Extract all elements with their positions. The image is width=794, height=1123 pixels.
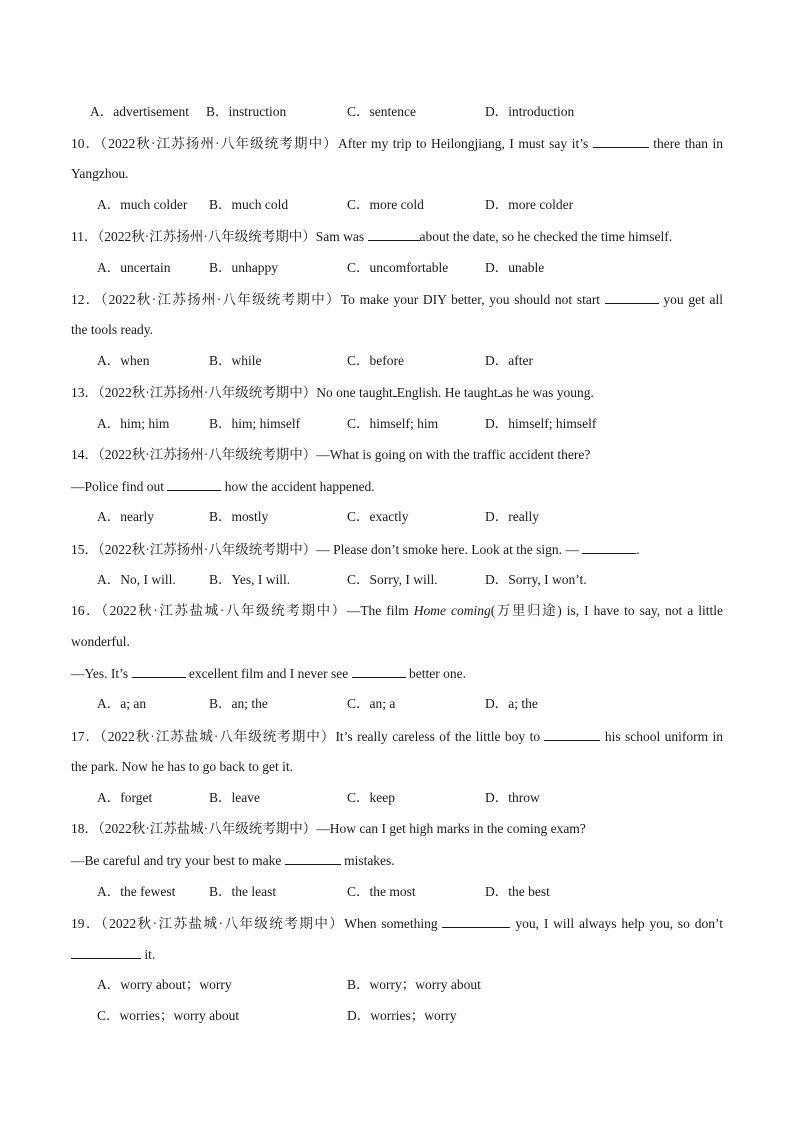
q19-option-a[interactable]: A．worry about；worry [97, 977, 232, 992]
question-source: （2022秋·江苏扬州·八年级统考期中） [98, 447, 317, 462]
q16-stem-cont: wonderful. [71, 634, 130, 649]
q16-option-d[interactable]: D．a; the [485, 696, 538, 711]
answer-blank[interactable] [132, 664, 186, 678]
question-number: 18． [71, 821, 98, 836]
q14-stem: 14．（2022秋·江苏扬州·八年级统考期中）—What is going on with the traffic accident there? [71, 447, 591, 462]
q16-option-b[interactable]: B．an; the [209, 696, 268, 711]
question-number: 12． [71, 292, 101, 307]
q19-stem: 19．（2022秋·江苏盐城·八年级统考期中）When something you, I will always help you, so don’t [71, 916, 724, 931]
question-number: 16． [71, 603, 102, 618]
q12-stem-cont: the tools ready. [71, 322, 153, 337]
q18-option-d[interactable]: D．the best [485, 884, 550, 899]
answer-blank[interactable] [352, 664, 406, 678]
answer-blank[interactable] [368, 227, 420, 241]
q11-option-d[interactable]: D．unable [485, 260, 545, 275]
q19-option-c[interactable]: C．worries；worry about [97, 1008, 240, 1023]
q14-option-c[interactable]: C．exactly [347, 509, 409, 524]
q16-option-a[interactable]: A．a; an [97, 696, 147, 711]
q9-option-b[interactable]: B．instruction [206, 104, 287, 119]
q12-option-b[interactable]: B．while [209, 353, 262, 368]
q13-option-c[interactable]: C．himself; him [347, 416, 439, 431]
question-number: 14． [71, 447, 98, 462]
q17-stem-cont: the park. Now he has to go back to get it. [71, 759, 293, 774]
question-number: 13． [71, 385, 98, 400]
q11-stem: 11．（2022秋·江苏扬州·八年级统考期中）Sam was about the date, so he checked the time himself. [71, 229, 673, 244]
q11-option-c[interactable]: C．uncomfortable [347, 260, 449, 275]
answer-blank[interactable] [442, 914, 510, 928]
q14-option-a[interactable]: A．nearly [97, 509, 154, 524]
q10-stem: 10．（2022秋·江苏扬州·八年级统考期中）After my trip to Heilongjiang, I must say it’s there than in [71, 136, 724, 151]
q13-option-a[interactable]: A．him; him [97, 416, 170, 431]
q10-option-a[interactable]: A．much colder [97, 197, 188, 212]
q10-option-b[interactable]: B．much cold [209, 197, 289, 212]
answer-blank[interactable] [544, 727, 600, 741]
q10-stem-cont: Yangzhou. [71, 166, 129, 181]
question-number: 17． [71, 729, 101, 744]
question-source: （2022秋·江苏扬州·八年级统考期中） [98, 542, 317, 557]
q17-option-d[interactable]: D．throw [485, 790, 540, 805]
q16-stem: 16．（2022秋·江苏盐城·八年级统考期中）—The film Home coming(万里归途) is, I have to say, not a little [71, 603, 724, 618]
answer-blank[interactable] [167, 477, 221, 491]
question-number: 11． [71, 229, 98, 244]
q18-stem: 18．（2022秋·江苏盐城·八年级统考期中）—How can I get high marks in the coming exam? [71, 821, 586, 836]
answer-blank[interactable] [285, 851, 341, 865]
q18-stem-cont: —Be careful and try your best to make mistakes. [71, 853, 395, 868]
q17-option-a[interactable]: A．forget [97, 790, 153, 805]
q15-option-d[interactable]: D．Sorry, I won’t. [485, 572, 587, 587]
q16-option-c[interactable]: C．an; a [347, 696, 396, 711]
q13-option-b[interactable]: B．him; himself [209, 416, 301, 431]
q15-option-a[interactable]: A．No, I will. [97, 572, 176, 587]
q17-option-b[interactable]: B．leave [209, 790, 260, 805]
question-source: （2022秋·江苏盐城·八年级统考期中） [101, 603, 347, 618]
question-number: 10． [71, 136, 101, 151]
q15-stem: 15．（2022秋·江苏扬州·八年级统考期中）— Please don’t smoke here. Look at the sign. — . [71, 542, 640, 557]
q9-option-d[interactable]: D．introduction [485, 104, 575, 119]
q14-stem-cont: —Police find out how the accident happened. [71, 479, 375, 494]
answer-blank[interactable] [582, 540, 636, 554]
q10-option-d[interactable]: D．more colder [485, 197, 574, 212]
q12-option-c[interactable]: C．before [347, 353, 404, 368]
q13-option-d[interactable]: D．himself; himself [485, 416, 597, 431]
q9-option-a[interactable]: A．advertisement [90, 104, 189, 119]
q17-option-c[interactable]: C．keep [347, 790, 395, 805]
question-source: （2022秋·江苏扬州·八年级统考期中） [100, 136, 338, 151]
q19-option-d[interactable]: D．worries；worry [347, 1008, 457, 1023]
q17-stem: 17．（2022秋·江苏盐城·八年级统考期中）It’s really careless of the little boy to his school uniform in [71, 729, 724, 744]
q18-option-c[interactable]: C．the most [347, 884, 416, 899]
q9-option-c[interactable]: C．sentence [347, 104, 416, 119]
question-source: （2022秋·江苏盐城·八年级统考期中） [98, 821, 317, 836]
q18-option-a[interactable]: A．the fewest [97, 884, 176, 899]
answer-blank[interactable] [71, 945, 141, 959]
question-source: （2022秋·江苏扬州·八年级统考期中） [98, 385, 317, 400]
question-source: （2022秋·江苏扬州·八年级统考期中） [100, 292, 341, 307]
question-source: （2022秋·江苏扬州·八年级统考期中） [97, 229, 316, 244]
q12-option-a[interactable]: A．when [97, 353, 150, 368]
question-source: （2022秋·江苏盐城·八年级统考期中） [100, 916, 345, 931]
q14-option-d[interactable]: D．really [485, 509, 539, 524]
q12-option-d[interactable]: D．after [485, 353, 533, 368]
q10-option-c[interactable]: C．more cold [347, 197, 424, 212]
film-title: Home coming [413, 603, 491, 618]
q13-stem: 13．（2022秋·江苏扬州·八年级统考期中）No one taught English. He taught as he was young. [71, 385, 594, 400]
q11-option-b[interactable]: B．unhappy [209, 260, 278, 275]
q12-stem: 12．（2022秋·江苏扬州·八年级统考期中）To make your DIY better, you should not start you get all [71, 292, 723, 307]
q19-option-b[interactable]: B．worry；worry about [347, 977, 481, 992]
question-number: 15． [71, 542, 98, 557]
answer-blank[interactable] [593, 134, 649, 148]
q11-option-a[interactable]: A．uncertain [97, 260, 171, 275]
q16-dialogue: —Yes. It’s excellent film and I never see better one. [71, 666, 466, 681]
answer-blank[interactable] [605, 290, 659, 304]
q15-option-b[interactable]: B．Yes, I will. [209, 572, 291, 587]
q18-option-b[interactable]: B．the least [209, 884, 277, 899]
question-source: （2022秋·江苏盐城·八年级统考期中） [100, 729, 336, 744]
q19-stem-cont: it. [71, 945, 723, 964]
question-number: 19． [71, 916, 101, 931]
q15-option-c[interactable]: C．Sorry, I will. [347, 572, 438, 587]
q14-option-b[interactable]: B．mostly [209, 509, 269, 524]
